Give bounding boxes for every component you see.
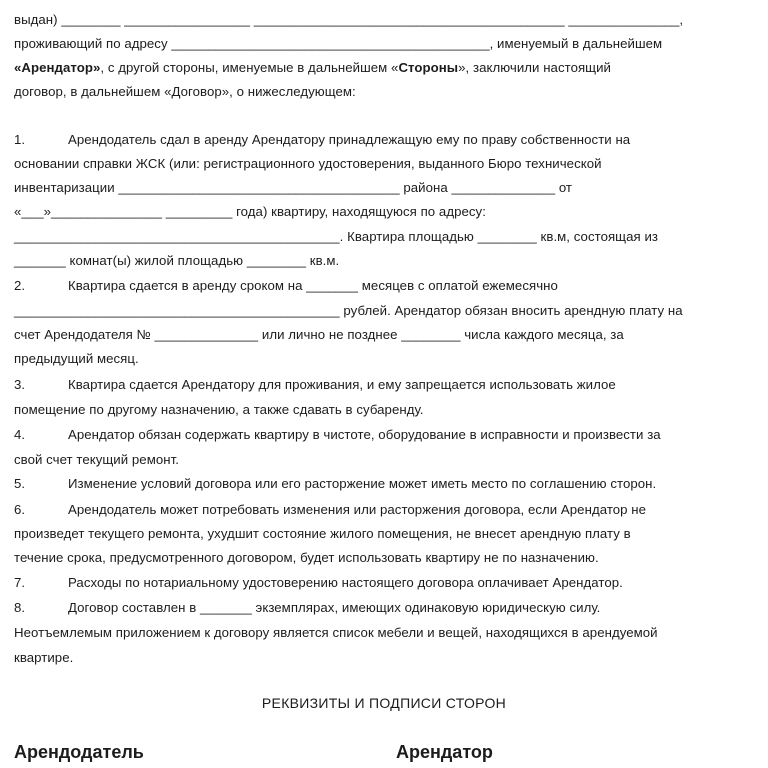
clause-1-line: основании справки ЖСК (или: регистрационного удостоверения, выданного Бюро технической	[14, 156, 602, 171]
clause-3-line: помещение по другому назначению, а также сдавать в субаренду.	[14, 402, 424, 417]
parties-term: Стороны	[398, 60, 459, 75]
requisites-heading: РЕКВИЗИТЫ И ПОДПИСИ СТОРОН	[261, 695, 507, 711]
intro-line-address: проживающий по адресу ___________________________________________, именуемый в дальнейшем	[14, 36, 663, 51]
clause-2-line: счет Арендодателя № ______________ или лично не позднее ________ числа каждого месяца, за	[14, 327, 624, 342]
clause-1-line: «___»_______________ _________ года) квартиру, находящуюся по адресу:	[14, 204, 486, 219]
clause-1-line: _______ комнат(ы) жилой площадью ________ кв.м.	[14, 253, 340, 268]
clause-text: Договор составлен в _______ экземплярах, имеющих одинаковую юридическую силу.	[68, 600, 601, 615]
clause-6-line: произведет текущего ремонта, ухудшит состояние жилого помещения, не внесет арендную плату в	[14, 526, 631, 541]
clause-number: 8.	[14, 600, 26, 615]
landlord-signature-label: Арендодатель	[14, 742, 144, 762]
clause-number: 2.	[14, 278, 26, 293]
clause-number: 3.	[14, 377, 26, 392]
parties-text-end: », заключили настоящий	[458, 60, 611, 75]
clause-text: Расходы по нотариальному удостоверению настоящего договора оплачивает Арендатор.	[68, 575, 623, 590]
clause-4-line: свой счет текущий ремонт.	[14, 452, 179, 467]
clause-number: 6.	[14, 502, 26, 517]
clause-1-line: ____________________________________________. Квартира площадью ________ кв.м, состоящая из	[14, 229, 658, 244]
clause-text: Квартира сдается Арендатору для проживания, и ему запрещается использовать жилое	[68, 377, 616, 392]
clause-text: Арендодатель сдал в аренду Арендатору принадлежащую ему по праву собственности на	[68, 132, 631, 147]
clause-number: 4.	[14, 427, 26, 442]
clause-6-line: течение срока, предусмотренного договором, будет использовать квартиру не по назначению.	[14, 550, 599, 565]
intro-line-parties	[14, 60, 768, 76]
tenant-signature-label: Арендатор	[396, 742, 493, 762]
clause-8-line: квартире.	[14, 650, 74, 665]
clause-8-line: Неотъемлемым приложением к договору является список мебели и вещей, находящихся в арендуемой	[14, 625, 658, 640]
clause-number: 5.	[14, 476, 26, 491]
intro-line-agreement: договор, в дальнейшем «Договор», о нижеследующем:	[14, 84, 356, 99]
clause-text: Арендатор обязан содержать квартиру в чистоте, оборудование в исправности и произвести за	[68, 427, 661, 442]
parties-text: , с другой стороны, именуемые в дальнейшем «	[100, 60, 399, 75]
intro-line-issued: выдан) ________ _________________ __________________________________________ _______________,	[14, 12, 684, 27]
clause-number: 1.	[14, 132, 26, 147]
clause-number: 7.	[14, 575, 26, 590]
clause-text: Арендодатель может потребовать изменения или расторжения договора, если Арендатор не	[68, 502, 647, 517]
clause-2-line: ____________________________________________ рублей. Арендатор обязан вносить арендную плату на	[14, 303, 683, 318]
tenant-term: «Арендатор»	[14, 60, 101, 75]
clause-2-line: предыдущий месяц.	[14, 351, 139, 366]
clause-text: Квартира сдается в аренду сроком на _______ месяцев с оплатой ежемесячно	[68, 278, 558, 293]
clause-1-line: инвентаризации ______________________________________ района ______________ от	[14, 180, 573, 195]
clause-text: Изменение условий договора или его расторжение может иметь место по соглашению сторон.	[68, 476, 657, 491]
